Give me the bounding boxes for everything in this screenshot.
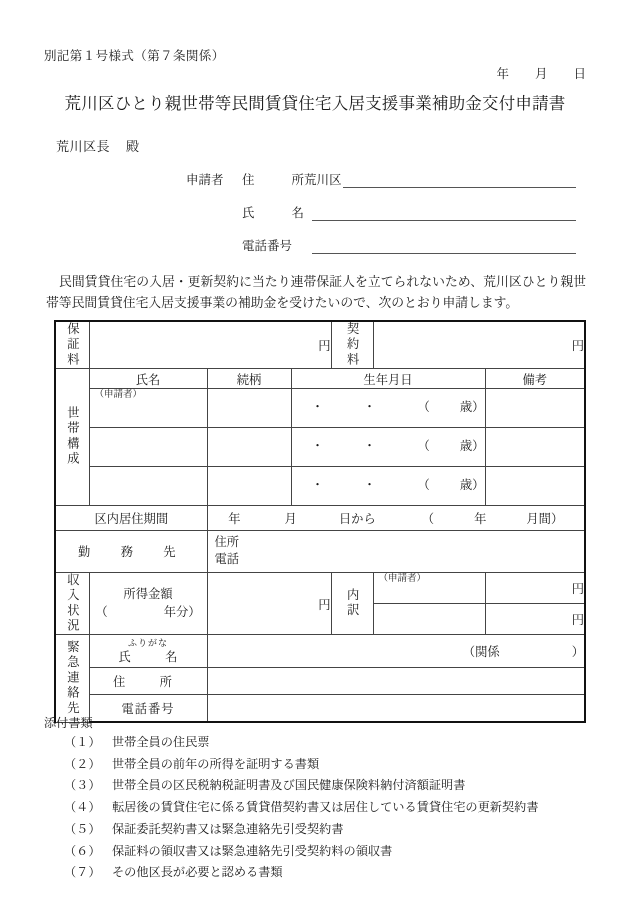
table-row-fees xyxy=(55,321,585,369)
household-name-3[interactable] xyxy=(89,467,207,506)
table-row-income-1 xyxy=(55,572,585,603)
household-name-1[interactable] xyxy=(89,389,207,428)
income-label: 収入状況 xyxy=(65,572,80,635)
age-field-1: （ 歳） xyxy=(417,400,485,414)
contract-fee-label-cell xyxy=(331,321,373,369)
household-remarks-1[interactable] xyxy=(485,389,585,428)
emergency-name-label-cell xyxy=(89,635,207,668)
list-item: （５） 保証委託契約書又は緊急連絡先引受契約書 xyxy=(64,821,344,836)
income-breakdown-label-cell xyxy=(331,572,373,634)
table-row-emergency-name xyxy=(55,635,585,668)
contract-fee-label: 契約料 xyxy=(345,322,360,368)
table-row-workplace xyxy=(55,531,585,573)
address-label: 住 所 xyxy=(242,173,304,187)
phone-label: 電話番号 xyxy=(242,239,293,253)
income-breakdown-value-1[interactable] xyxy=(485,572,585,603)
income-breakdown-name-2[interactable] xyxy=(373,604,485,635)
residence-period-input[interactable] xyxy=(207,506,585,531)
table-row xyxy=(55,389,585,428)
contract-fee-unit: 円 xyxy=(571,339,584,353)
applicant-address-input[interactable] xyxy=(343,172,576,188)
household-name-2[interactable] xyxy=(89,428,207,467)
date-line xyxy=(496,64,586,82)
emergency-name-input[interactable] xyxy=(207,635,585,668)
applicant-address-row xyxy=(186,168,576,188)
addressee-name: 荒川区長 xyxy=(56,139,111,154)
emergency-address-label: 住 所 xyxy=(89,668,207,695)
addressee-honorific: 殿 xyxy=(126,139,140,154)
household-relation-2[interactable] xyxy=(207,428,291,467)
date-day-label: 日 xyxy=(573,67,586,81)
guarantee-fee-unit: 円 xyxy=(318,339,331,353)
addressee xyxy=(56,136,140,155)
emergency-phone-label: 電話番号 xyxy=(89,695,207,723)
residence-period-fields: 年 月 日から （ 年 月間） xyxy=(228,512,564,526)
workplace-input[interactable] xyxy=(207,531,585,573)
emergency-relation-label: （関係 xyxy=(462,645,500,660)
table-row-emergency-address xyxy=(55,668,585,695)
date-month-label: 月 xyxy=(534,67,548,81)
table-row-emergency-phone xyxy=(55,695,585,723)
household-dob-1[interactable] xyxy=(291,389,485,428)
income-label-cell xyxy=(55,572,89,634)
guarantee-fee-input[interactable] xyxy=(89,321,331,369)
income-breakdown-unit-2: 円 xyxy=(571,613,584,628)
household-relation-1[interactable] xyxy=(207,389,291,428)
household-relation-3[interactable] xyxy=(207,467,291,506)
furigana-label: ふりがな xyxy=(127,637,168,648)
household-label: 世帯構成 xyxy=(65,406,80,468)
household-dob-3[interactable] xyxy=(291,467,485,506)
applicant-phone-input[interactable] xyxy=(312,238,576,254)
list-item: （２） 世帯全員の前年の所得を証明する書類 xyxy=(64,756,320,771)
applicant-name-input[interactable] xyxy=(312,205,576,221)
income-amount-label-cell xyxy=(89,572,207,634)
workplace-label: 勤 務 先 xyxy=(55,531,207,573)
applicant-phone-row xyxy=(186,234,576,254)
income-breakdown-name-1[interactable] xyxy=(373,572,485,603)
dob-fields-2: ・ ・ （ 歳） xyxy=(292,436,485,458)
emergency-label-cell xyxy=(55,635,89,723)
income-amount-unit: 円 xyxy=(318,597,331,612)
list-item: （７） その他区長が必要と認める書類 xyxy=(64,865,283,880)
emergency-relation-close: ） xyxy=(571,645,584,660)
income-breakdown-label: 内訳 xyxy=(345,588,360,619)
date-year-label: 年 xyxy=(496,67,509,81)
emergency-name-label: 氏 名 xyxy=(118,649,189,664)
list-item: （６） 保証料の領収書又は緊急連絡先引受契約料の領収書 xyxy=(64,843,393,858)
emergency-address-input[interactable] xyxy=(207,668,585,695)
attachments-heading: 添付書類 xyxy=(44,716,93,730)
body-paragraph: 民間賃貸住宅の入居・更新契約に当たり連帯保証人を立てられないため、荒川区ひとり親世帯等民間賃貸住宅入居支援事業の補助金を受けたいので、次のとおり申請します。 xyxy=(46,275,586,310)
emergency-label: 緊急連絡先 xyxy=(65,640,80,717)
table-row xyxy=(55,467,585,506)
table-row-household-header xyxy=(55,369,585,389)
household-dob-2[interactable] xyxy=(291,428,485,467)
household-col-name: 氏名 xyxy=(89,369,207,389)
income-amount-input[interactable] xyxy=(207,572,331,634)
age-field-2: （ 歳） xyxy=(417,439,485,453)
table-row-residence-period xyxy=(55,506,585,531)
address-ward-prefix: 荒川区 xyxy=(304,173,342,187)
applicant-lead-label: 申請者 xyxy=(186,173,224,187)
dob-fields-3: ・ ・ （ 歳） xyxy=(292,475,485,497)
household-col-relation: 続柄 xyxy=(207,369,291,389)
contract-fee-input[interactable] xyxy=(373,321,585,369)
household-remarks-3[interactable] xyxy=(485,467,585,506)
guarantee-fee-label: 保証料 xyxy=(65,322,80,368)
guarantee-fee-label-cell xyxy=(55,321,89,369)
workplace-sub-labels xyxy=(208,531,585,572)
residence-period-label: 区内居住期間 xyxy=(55,506,207,531)
workplace-phone-label: 電話 xyxy=(214,552,240,567)
emergency-phone-input[interactable] xyxy=(207,695,585,723)
application-table xyxy=(54,320,586,723)
dob-fields-1: ・ ・ （ 歳） xyxy=(292,397,485,419)
page-title: 荒川区ひとり親世帯等民間賃貸住宅入居支援事業補助金交付申請書 xyxy=(64,94,566,113)
applicant-name-row xyxy=(186,201,576,221)
household-applicant-tag: （申請者） xyxy=(94,390,143,400)
household-col-remarks: 備考 xyxy=(485,369,585,389)
list-item: （１） 世帯全員の住民票 xyxy=(64,735,210,749)
income-breakdown-applicant-tag: （申請者） xyxy=(378,573,427,584)
name-label: 氏 名 xyxy=(242,206,304,220)
workplace-address-label: 住所 xyxy=(214,535,240,549)
attachments-list xyxy=(44,732,539,884)
household-remarks-2[interactable] xyxy=(485,428,585,467)
list-item: （３） 世帯全員の区民税納税証明書及び国民健康保険料納付済額証明書 xyxy=(64,778,466,793)
applicant-block xyxy=(186,168,576,267)
income-breakdown-value-2[interactable] xyxy=(485,604,585,635)
income-breakdown-unit-1: 円 xyxy=(571,581,584,596)
age-field-3: （ 歳） xyxy=(417,478,485,492)
household-label-cell xyxy=(55,369,89,506)
table-row xyxy=(55,428,585,467)
list-item: （４） 転居後の賃貸住宅に係る賃貸借契約書又は居住している賃貸住宅の更新契約書 xyxy=(64,800,539,815)
household-col-dob: 生年月日 xyxy=(291,369,485,389)
income-amount-year: （ 年分） xyxy=(95,604,201,619)
income-amount-label: 所得金額 xyxy=(123,586,173,601)
form-code: 別記第１号様式（第７条関係） xyxy=(44,49,225,63)
